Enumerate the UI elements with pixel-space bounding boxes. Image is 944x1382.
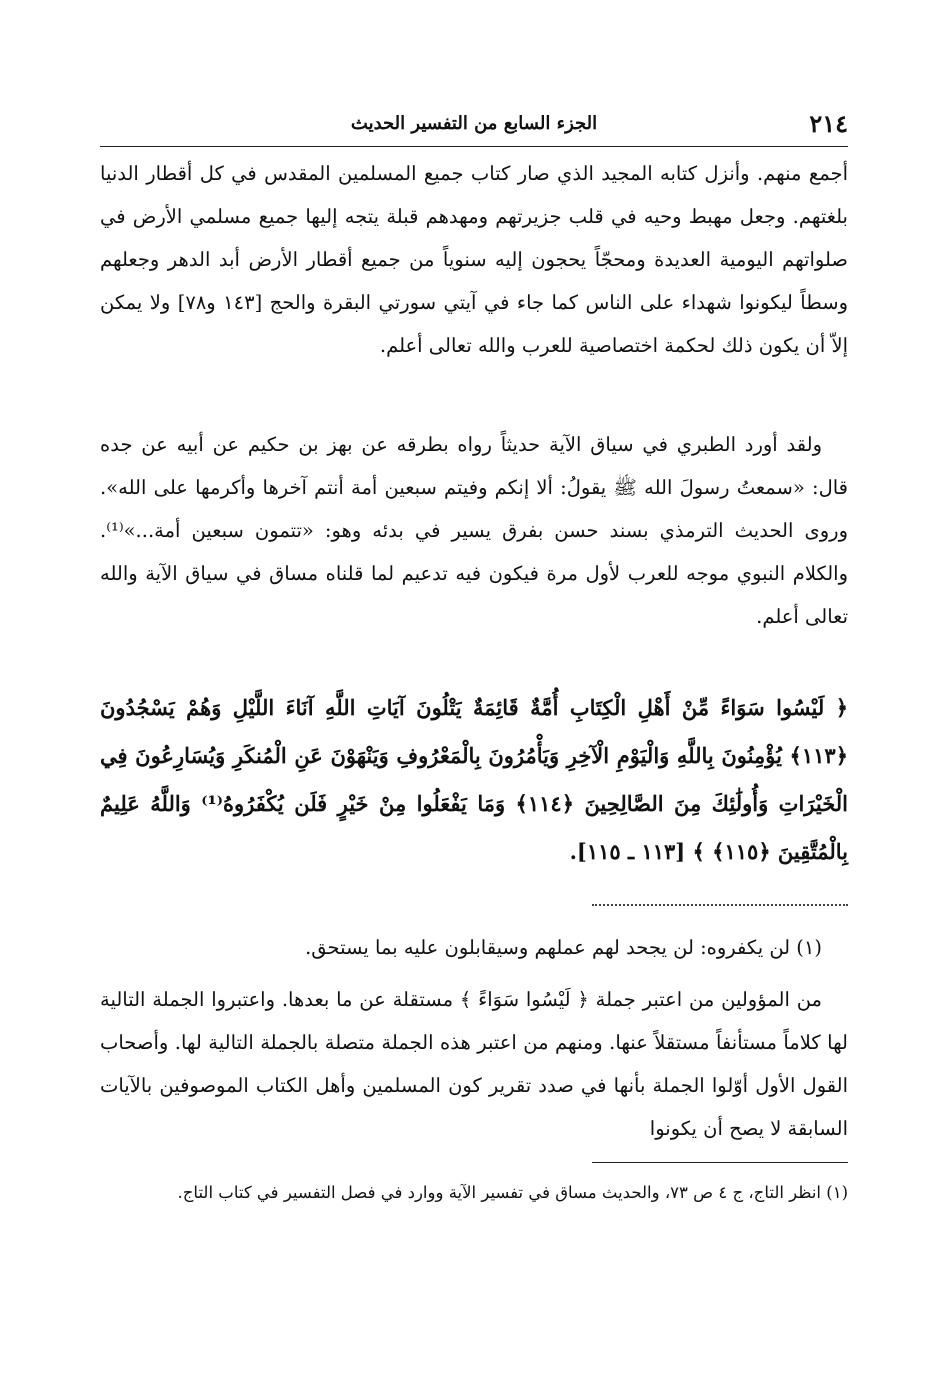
footnote-separator <box>592 1162 848 1163</box>
verse-note: (١) لن يكفروه: لن يجحد لهم عملهم وسيقابلون عليه بما يستحق. <box>305 936 822 959</box>
footnote: (١) انظر التاج، ج ٤ ص ٧٣، والحديث مساق في تفسير الآية ووارد في فصل التفسير في كتاب التاج. <box>177 1183 848 1202</box>
paragraph-2: ولقد أورد الطبري في سياق الآية حديثاً رواه بطرقه عن بهز بن حكيم عن أبيه عن جده قال: «سمعتُ رسولَ الله ﷺ يقولُ: ألا إنكم وفيتم سبعين أمة أنتم آخرها وأكرمها على الله». وروى الحديث الترمذي بسند حسن بفرق يسير في بدئه وهو: «تتمون سبعين أمة...»⁽¹⁾. والكلام النبوي موجه للعرب لأول مرة فيكون فيه تدعيم لما قلناه مساق في سياق الآية والله تعالى أعلم. <box>100 433 848 628</box>
running-title: الجزء السابع من التفسير الحديث <box>350 113 598 134</box>
header-rule <box>100 146 848 147</box>
verse-note-separator <box>592 904 848 906</box>
paragraph-3: من المؤولين من اعتبر جملة ﴿ لَيْسُوا سَوَاءً ﴾ مستقلة عن ما بعدها. واعتبروا الجملة التالية لها كلاماً مستأنفاً مستقلاً عنها. ومنهم من اعتبر هذه الجملة متصلة بالجملة التالية لها. وأصحاب القول الأول أوّلوا الجملة بأنها في صدد تقرير كون المسلمين وأهل الكتاب الموصوفين بالآيات السابقة لا يصح أن يكونوا <box>100 988 848 1140</box>
page-header <box>100 108 848 142</box>
page-number: ٢١٤ <box>809 109 848 138</box>
paragraph-1: أجمع منهم. وأنزل كتابه المجيد الذي صار كتاب جميع المسلمين المقدس في كل أقطار الدنيا بلغتهم. وجعل مهبط وحيه في قلب جزيرتهم ومهدهم قبلة يتجه إليها جميع مسلمي الأرض في صلواتهم اليومية العديدة ومحجّاً يحجون إليه سنوياً من جميع أقطار الأرض أبد الدهر وجعلهم وسطاً ليكونوا شهداء على الناس كما جاء في آيتي سورتي البقرة والحج [١٤٣ و٧٨] ولا يمكن إلاّ أن يكون ذلك لحكمة اختصاصية للعرب والله تعالى أعلم. <box>100 162 848 357</box>
quran-verse: ﴿ لَيْسُوا سَوَاءً مِّنْ أَهْلِ الْكِتَابِ أُمَّةٌ قَائِمَةٌ يَتْلُونَ آيَاتِ اللَّهِ آنَاءَ اللَّيْلِ وَهُمْ يَسْجُدُونَ ﴿١١٣﴾ يُؤْمِنُونَ بِاللَّهِ وَالْيَوْمِ الْآخِرِ وَيَأْمُرُونَ بِالْمَعْرُوفِ وَيَنْهَوْنَ عَنِ الْمُنكَرِ وَيُسَارِعُونَ فِي الْخَيْرَاتِ وَأُولَٰئِكَ مِنَ الصَّالِحِينَ ﴿١١٤﴾ وَمَا يَفْعَلُوا مِنْ خَيْرٍ فَلَن يُكْفَرُوهُ⁽¹⁾ وَاللَّهُ عَلِيمٌ بِالْمُتَّقِينَ ﴿١١٥﴾ ﴾ [١١٣ ـ ١١٥]. <box>100 695 848 864</box>
